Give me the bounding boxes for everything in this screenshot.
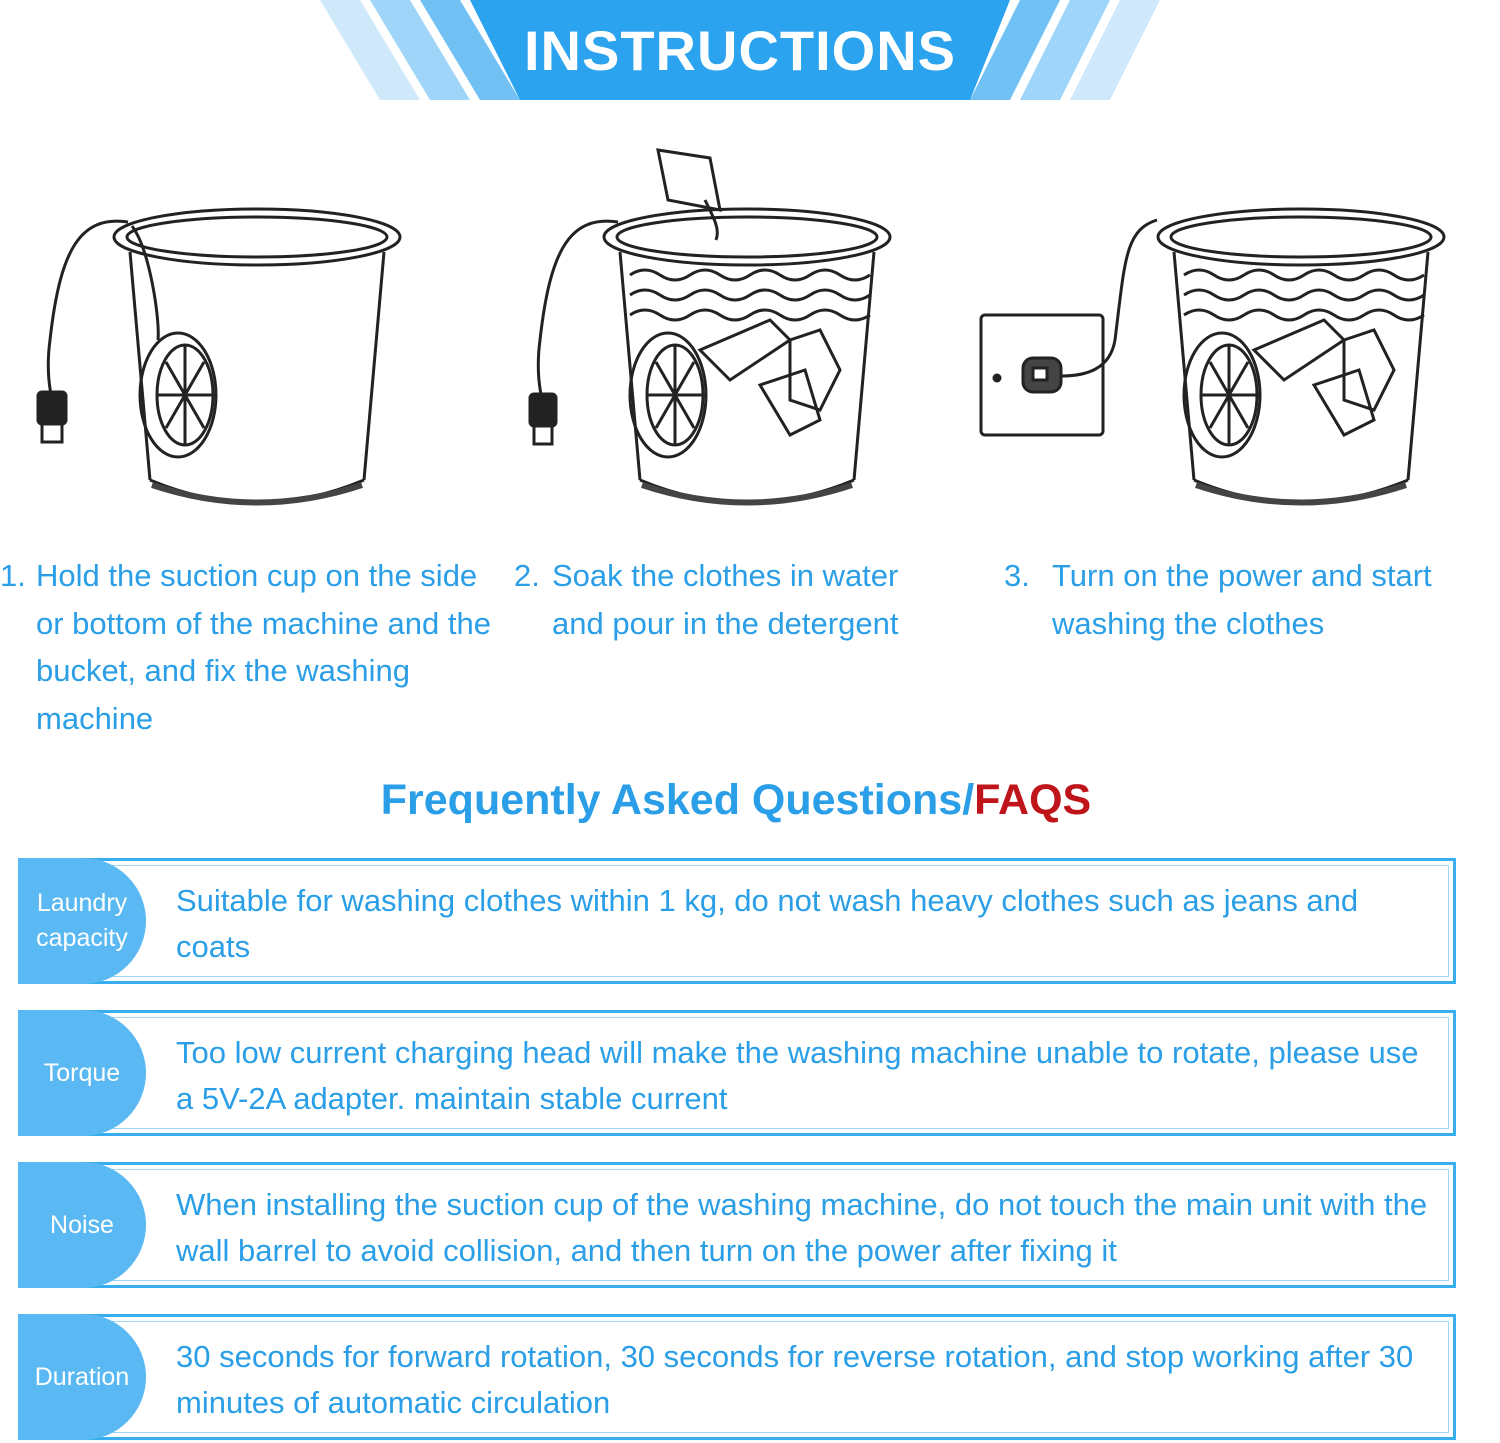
faq-heading: [0, 776, 1472, 825]
step-text: Hold the suction cup on the side or bottom of the machine and the bucket, and fix the washing machine: [36, 558, 491, 736]
step-2: [514, 552, 954, 647]
step-number: 1.: [0, 558, 26, 593]
faq-heading-accent: FAQS: [974, 776, 1092, 824]
bucket-power-icon: [975, 140, 1475, 530]
page-title: INSTRUCTIONS: [524, 18, 956, 82]
faq-answer: Suitable for washing clothes within 1 kg, do not wash heavy clothes such as jeans and coats: [176, 883, 1359, 964]
faq-answer: 30 seconds for forward rotation, 30 seconds for reverse rotation, and stop working after 30 minutes of automatic circulation: [176, 1339, 1414, 1420]
step-3: [1004, 552, 1484, 647]
faq-answer: When installing the suction cup of the washing machine, do not touch the main unit with the wall barrel to avoid collision, and then turn on the power after fixing it: [176, 1187, 1428, 1268]
faq-item-torque: [18, 1010, 1456, 1136]
step-text: Turn on the power and start washing the clothes: [1052, 558, 1432, 641]
faq-label: Duration: [18, 1314, 146, 1440]
bucket-washer-icon: [20, 140, 440, 530]
bucket-detergent-icon: [520, 140, 920, 530]
faq-item-duration: [18, 1314, 1456, 1440]
faq-item-laundry-capacity: [18, 858, 1456, 984]
faq-label: Torque: [18, 1010, 146, 1136]
faq-label: Laundry capacity: [18, 858, 146, 984]
header-banner: [320, 0, 1160, 100]
faq-answer: Too low current charging head will make the washing machine unable to rotate, please use a 5V-2A adapter. maintain stable current: [176, 1035, 1419, 1116]
faq-label: Noise: [18, 1162, 146, 1288]
faq-item-noise: [18, 1162, 1456, 1288]
step-1: [0, 552, 500, 742]
step-number: 3.: [1004, 558, 1030, 593]
faq-heading-main: Frequently Asked Questions/: [380, 776, 975, 824]
step-text: Soak the clothes in water and pour in the detergent: [552, 558, 899, 641]
step-number: 2.: [514, 558, 540, 593]
